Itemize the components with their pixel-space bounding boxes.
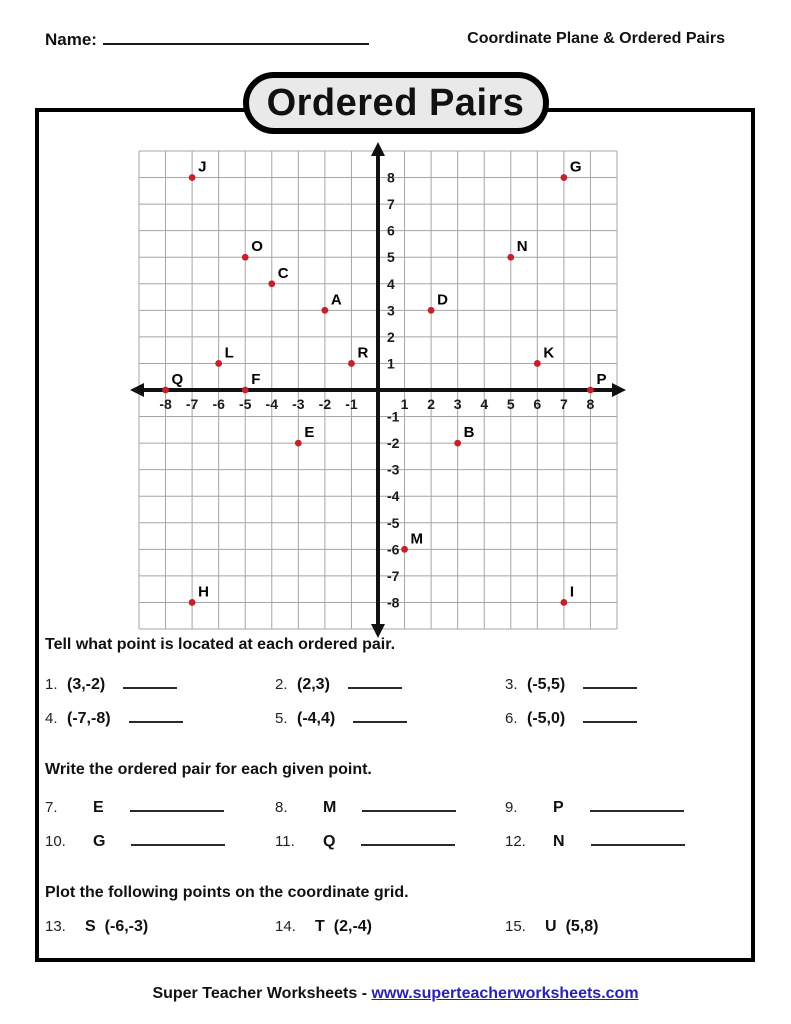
x-tick-label: 3 xyxy=(453,396,462,412)
section1-header: Tell what point is located at each ordered pair. xyxy=(45,636,396,653)
point-label: N xyxy=(516,238,528,256)
name-label: Name: xyxy=(45,30,97,49)
banner-title: Ordered Pairs xyxy=(266,81,525,124)
footer-text: Super Teacher Worksheets - xyxy=(152,985,372,1002)
point-label: K xyxy=(543,344,555,362)
x-tick-label: -5 xyxy=(238,396,252,412)
point-dot xyxy=(454,440,461,447)
footer xyxy=(0,985,791,1003)
question-6: 6. (-5,0) xyxy=(505,708,735,728)
x-tick-label: -8 xyxy=(159,396,172,412)
point-label: M xyxy=(410,530,424,548)
question-2: 2. (2,3) xyxy=(275,674,505,694)
answer-blank-12[interactable] xyxy=(591,831,685,846)
point-label: E xyxy=(304,424,315,442)
point-dot xyxy=(189,174,196,181)
y-tick-label: -1 xyxy=(387,408,400,425)
point-dot xyxy=(162,387,169,394)
y-tick-label: 3 xyxy=(387,302,395,319)
question-15: 15. U (5,8) xyxy=(505,918,599,935)
section1-questions xyxy=(45,674,755,728)
point-label: R xyxy=(357,344,369,362)
question-5: 5. (-4,4) xyxy=(275,708,505,728)
point-dot xyxy=(428,307,435,314)
point-label: H xyxy=(198,583,209,601)
y-tick-label: 8 xyxy=(387,169,395,186)
point-dot xyxy=(560,599,567,606)
answer-blank-3[interactable] xyxy=(583,674,637,689)
section2-header: Write the ordered pair for each given point. xyxy=(45,761,372,778)
point-dot xyxy=(215,360,222,367)
y-tick-label: 4 xyxy=(387,275,395,292)
y-tick-label: -6 xyxy=(387,541,400,558)
y-tick-label: -8 xyxy=(387,594,400,611)
answer-blank-2[interactable] xyxy=(348,674,402,689)
x-tick-label: -6 xyxy=(212,396,225,412)
y-tick-label: -7 xyxy=(387,567,400,584)
point-label: G xyxy=(569,158,582,176)
answer-blank-8[interactable] xyxy=(362,797,456,812)
point-dot xyxy=(242,254,249,261)
y-tick-label: 7 xyxy=(387,196,395,213)
y-tick-label: 6 xyxy=(387,222,395,239)
answer-blank-10[interactable] xyxy=(131,831,225,846)
point-dot xyxy=(189,599,196,606)
answer-blank-11[interactable] xyxy=(361,831,455,846)
footer-link[interactable]: www.superteacherworksheets.com xyxy=(371,985,639,1002)
section2-questions xyxy=(45,797,755,851)
point-label: I xyxy=(569,583,575,601)
banner-pill xyxy=(243,72,549,134)
question-9: 9. P xyxy=(505,797,735,817)
question-13: 13. S (-6,-3) xyxy=(45,918,149,935)
y-tick-label: 1 xyxy=(387,355,395,372)
point-dot xyxy=(295,440,302,447)
point-label: O xyxy=(251,238,263,256)
point-label: L xyxy=(224,344,234,362)
answer-blank-6[interactable] xyxy=(583,708,637,723)
point-dot xyxy=(587,387,594,394)
answer-blank-9[interactable] xyxy=(590,797,684,812)
question-14: 14. T (2,-4) xyxy=(275,918,373,935)
name-blank[interactable] xyxy=(103,27,369,45)
point-dot xyxy=(534,360,541,367)
y-tick-label: -2 xyxy=(387,435,400,452)
x-tick-label: 8 xyxy=(586,396,595,412)
point-label: D xyxy=(437,291,448,309)
question-1: 1. (3,-2) xyxy=(45,674,275,694)
doc-title: Coordinate Plane & Ordered Pairs xyxy=(467,30,725,47)
x-tick-label: 5 xyxy=(506,396,515,412)
point-label: B xyxy=(463,424,475,442)
point-dot xyxy=(507,254,514,261)
question-3: 3. (-5,5) xyxy=(505,674,735,694)
y-tick-label: -3 xyxy=(387,461,400,478)
question-8: 8. M xyxy=(275,797,505,817)
point-label: C xyxy=(277,264,289,282)
x-tick-label: -4 xyxy=(265,396,279,412)
point-dot xyxy=(348,360,355,367)
point-label: P xyxy=(596,371,607,388)
x-tick-label: -2 xyxy=(318,396,332,412)
point-label: A xyxy=(330,291,342,309)
section3-header: Plot the following points on the coordinate grid. xyxy=(45,884,409,901)
y-tick-label: 5 xyxy=(387,249,395,266)
point-dot xyxy=(242,387,249,394)
y-tick-label: -4 xyxy=(387,488,400,505)
x-tick-label: 6 xyxy=(533,396,542,412)
coordinate-grid xyxy=(139,151,617,629)
x-tick-label: -1 xyxy=(345,396,358,412)
question-12: 12. N xyxy=(505,831,735,851)
question-7: 7. E xyxy=(45,797,275,817)
point-dot xyxy=(560,174,567,181)
question-11: 11. Q xyxy=(275,831,505,851)
x-tick-label: -7 xyxy=(185,396,199,412)
y-tick-label: 2 xyxy=(387,328,395,345)
point-dot xyxy=(321,307,328,314)
question-4: 4. (-7,-8) xyxy=(45,708,275,728)
point-dot xyxy=(268,280,275,287)
answer-blank-7[interactable] xyxy=(130,797,224,812)
x-tick-label: -3 xyxy=(292,396,305,412)
x-tick-label: 4 xyxy=(480,396,489,412)
answer-blank-5[interactable] xyxy=(353,708,407,723)
x-tick-label: 2 xyxy=(427,396,436,412)
name-row xyxy=(45,27,369,50)
point-dot xyxy=(401,546,408,553)
x-tick-label: 7 xyxy=(559,396,568,412)
x-tick-label: 1 xyxy=(400,396,409,412)
section3-questions xyxy=(45,918,755,936)
answer-blank-1[interactable] xyxy=(123,674,177,689)
answer-blank-4[interactable] xyxy=(129,708,183,723)
point-label: Q xyxy=(171,371,184,388)
question-10: 10. G xyxy=(45,831,275,851)
y-tick-label: -5 xyxy=(387,514,400,531)
point-label: F xyxy=(251,371,261,388)
point-label: J xyxy=(198,158,207,176)
